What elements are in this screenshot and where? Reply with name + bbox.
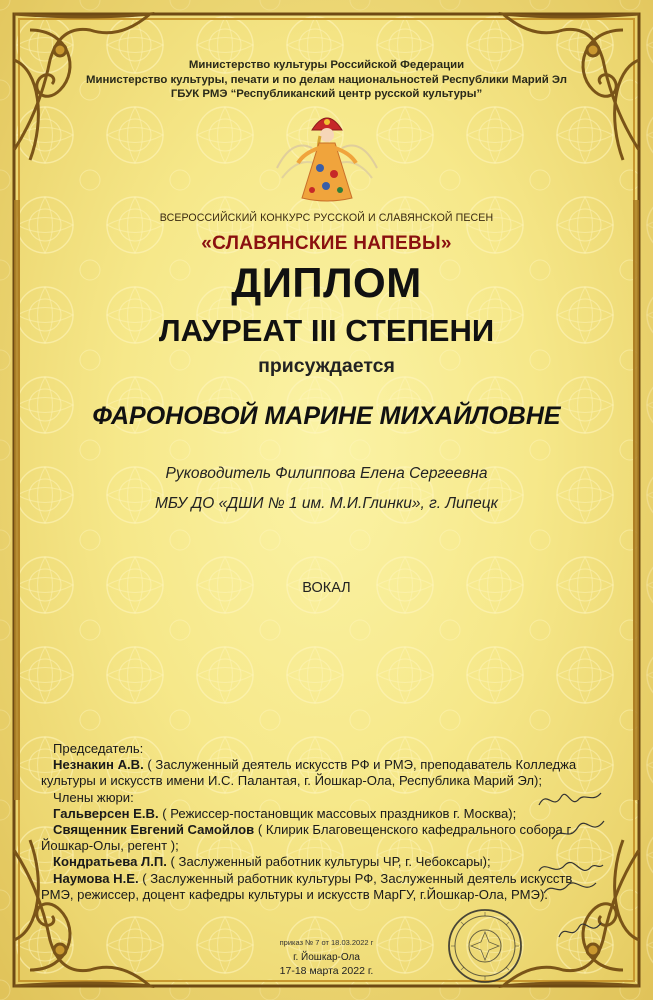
- jury-list: [41, 741, 606, 903]
- ministry-line-3: ГБУК РМЭ “Республиканский центр русской культуры”: [170, 88, 483, 100]
- jury-members-label: Члены жюри:: [53, 789, 134, 805]
- awarded-text: присуждается: [258, 355, 395, 377]
- jury-member-desc: ( Клирик Благовещенского кафедрального собора г. Йошкар-Олы, регент );: [41, 822, 574, 854]
- jury-chair-label: Председатель:: [53, 741, 144, 756]
- jury-chair-desc: ( Заслуженный деятель искусств РФ и РМЭ, преподаватель Колледжа культуры и искусств имени И.С. Палантая, г. Йошкар-Ола, Республика Марий Эл);: [41, 757, 577, 789]
- jury-member: [41, 871, 606, 903]
- jury-member-desc: ( Режиссер-постановщик массовых праздников г. Москва);: [158, 805, 517, 821]
- jury-member: [41, 806, 606, 822]
- ministry-header: [0, 58, 653, 102]
- ministry-line-1: Министерство культуры Российской Федерации: [188, 59, 465, 71]
- recipient-name: ФАРОНОВОЙ МАРИНЕ МИХАЙЛОВНЕ: [92, 402, 561, 430]
- jury-chair-name: Незнакин А.В.: [53, 757, 144, 773]
- jury-member: [41, 854, 606, 870]
- diploma-heading: ДИПЛОМ: [231, 259, 422, 306]
- contest-title: ВСЕРОССИЙСКИЙ КОНКУРС РУССКОЙ И СЛАВЯНСКОЙ ПЕСЕН: [159, 212, 494, 224]
- jury-member-desc: ( Заслуженный работник культуры ЧР, г. Чебоксары);: [166, 854, 491, 870]
- festival-name: «СЛАВЯНСКИЕ НАПЕВЫ»: [201, 233, 452, 254]
- jury-chair: [41, 757, 606, 789]
- category: ВОКАЛ: [302, 580, 351, 596]
- signature-member-1: [548, 815, 608, 845]
- leader-line: Руководитель Филиппова Елена Сергеевна: [165, 465, 488, 482]
- jury-member-desc: ( Заслуженный работник культуры РФ, Заслуженный деятель искусств РМЭ, режиссер, доцент кафедры культуры и искусств МарГУ, г.Йошкар-Ола, РМЭ).: [41, 870, 573, 902]
- city: г. Йошкар-Ола: [293, 952, 360, 963]
- order-number: приказ № 7 от 18.03.2022 г: [279, 938, 374, 947]
- jury-member-name: Кондратьева Л.П.: [53, 854, 167, 870]
- school-line: МБУ ДО «ДШИ № 1 им. М.И.Глинки», г. Липецк: [155, 495, 498, 512]
- event-date: 17-18 марта 2022 г.: [279, 965, 374, 977]
- jury-member: [41, 822, 606, 854]
- signature-member-3: [540, 875, 600, 901]
- jury-member-name: Гальверсен Е.В.: [53, 805, 159, 821]
- folk-doll-emblem: [272, 108, 382, 208]
- jury-member-name: Священник Евгений Самойлов: [53, 822, 255, 838]
- ministry-line-2: Министерство культуры, печати и по делам национальностей Республики Марий Эл: [86, 73, 567, 86]
- signature-chair: [535, 785, 605, 815]
- jury-member-name: Наумова Н.Е.: [53, 870, 139, 886]
- laureate-rank: ЛАУРЕАТ III СТЕПЕНИ: [158, 313, 495, 348]
